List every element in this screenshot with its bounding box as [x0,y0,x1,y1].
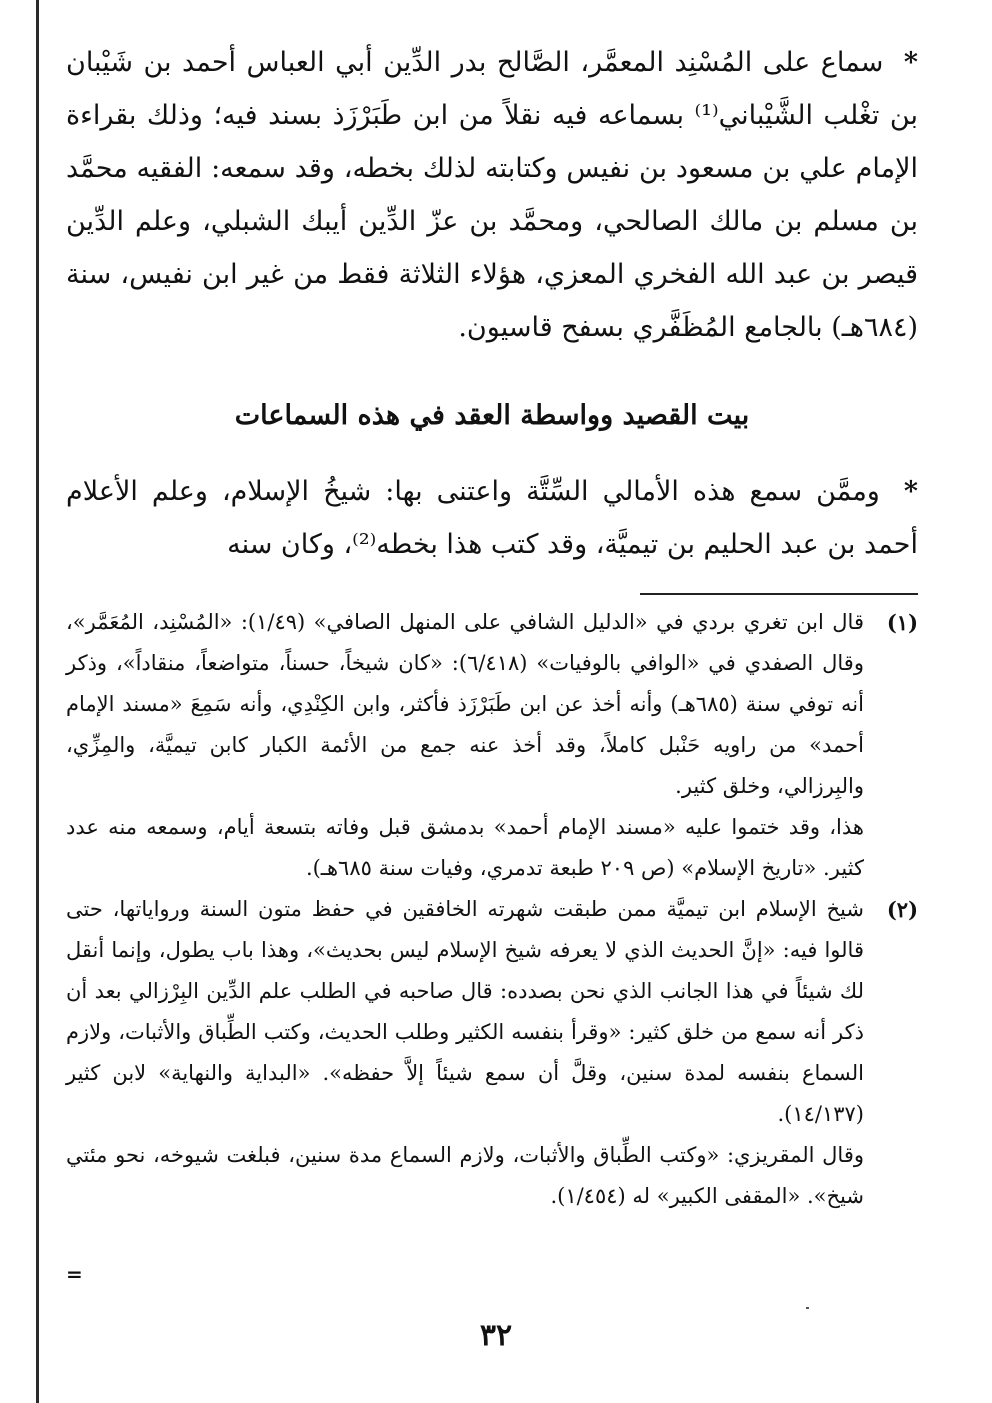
footnote-continuation-mark: = [66,1262,83,1286]
footnote-2 [66,889,918,1217]
footnote-separator [640,593,918,595]
paragraph-text: وممَّن سمع هذه الأمالي السِّتَّة واعتنى بها: شيخُ الإسلام، وعلم الأعلام أحمد بن عبد الحليم بن تيميَّة، وقد كتب هذا بخطه⁽²⁾، وكان سنه [66,476,918,560]
paragraph-ibn-taymiyya [66,465,918,571]
paragraph-sama-ibn-shayban [66,36,918,354]
footnote-paragraph: قال ابن تغري بردي في «الدليل الشافي على المنهل الصافي» (١/٤٩): «المُسْنِد، المُعَمَّر»، وقال الصفدي في «الوافي بالوفيات» (٦/٤١٨): «كان شيخاً، حسناً، متواضعاً، منقاداً»، وذكر أنه توفي سنة (٦٨٥هـ) وأنه أخذ عن ابن طَبَرْزَذ فأكثر، وابن الكِنْدِي، وأنه سَمِعَ «مسند الإمام أحمد» من راويه حَنْبل كاملاً، وقد أخذ عنه جمع من الأئمة الكبار كابن تيميَّة، والمِزِّي، والبِرزالي، وخلق كثير. [66,610,864,798]
footnote-paragraph: وقال المقريزي: «وكتب الطِّباق والأثبات، ولازم السماع مدة سنين، فبلغت شيوخه، نحو مئتي شيخ». «المقفى الكبير» له (١/٤٥٤). [66,1143,864,1208]
paragraph-bullet: * [903,47,918,78]
footnote-1 [66,602,918,889]
paragraph-text: سماع على المُسْنِد المعمَّر، الصَّالح بدر الدِّين أبي العباس أحمد بن شَيْبان بن تغْلب الشَّيْباني⁽¹⁾ بسماعه فيه نقلاً من ابن طَبَرْزَذ بسند فيه؛ وذلك بقراءة الإمام علي بن مسعود بن نفيس وكتابته لذلك بخطه، وقد سمعه: الفقيه محمَّد بن مسلم بن مالك الصالحي، ومحمَّد بن عزّ الدِّين أيبك الشبلي، وعلم الدِّين قيصر بن عبد الله الفخري المعزي، هؤلاء الثلاثة فقط من غير ابن نفيس، سنة (٦٨٤هـ) بالجامع المُظَفَّري بسفح قاسيون. [66,47,918,343]
main-text-block-2 [66,465,918,571]
footnote-paragraph: هذا، وقد ختموا عليه «مسند الإمام أحمد» بدمشق قبل وفاته بتسعة أيام، وسمعه منه عدد كثير. «تاريخ الإسلام» (ص ٢٠٩ طبعة تدمري، وفيات سنة ٦٨٥هـ). [66,815,864,880]
footnote-number: (١) [886,610,918,635]
binding-edge-line [36,0,39,1403]
footnote-body [66,889,864,1217]
main-text-block [66,36,918,354]
footnote-paragraph: شيخ الإسلام ابن تيميَّة ممن طبقت شهرته الخافقين في حفظ متون السنة ورواياتها، حتى قالوا فيه: «إنَّ الحديث الذي لا يعرفه شيخ الإسلام ليس بحديث»، وهذا باب يطول، وإنما أنقل لك شيئاً في هذا الجانب الذي نحن بصدده: قال صاحبه في الطلب علم الدِّين البِرْزالي بعد أن ذكر أنه سمع من خلق كثير: «وقرأ بنفسه الكثير وطلب الحديث، وكتب الطِّباق والأثبات، ولازم السماع بنفسه لمدة سنين، وقلَّ أن سمع شيئاً إلاَّ حفظه». «البداية والنهاية» لابن كثير (١٤/١٣٧). [66,897,864,1126]
footnotes-block [66,602,918,1217]
footnote-number: (٢) [886,897,918,922]
footnote-body [66,602,864,889]
paragraph-bullet: * [903,476,918,507]
section-heading: بيت القصيد وواسطة العقد في هذه السماعات [234,400,750,431]
scan-speck [806,1307,809,1309]
page-number: ٣٢ [479,1318,513,1353]
